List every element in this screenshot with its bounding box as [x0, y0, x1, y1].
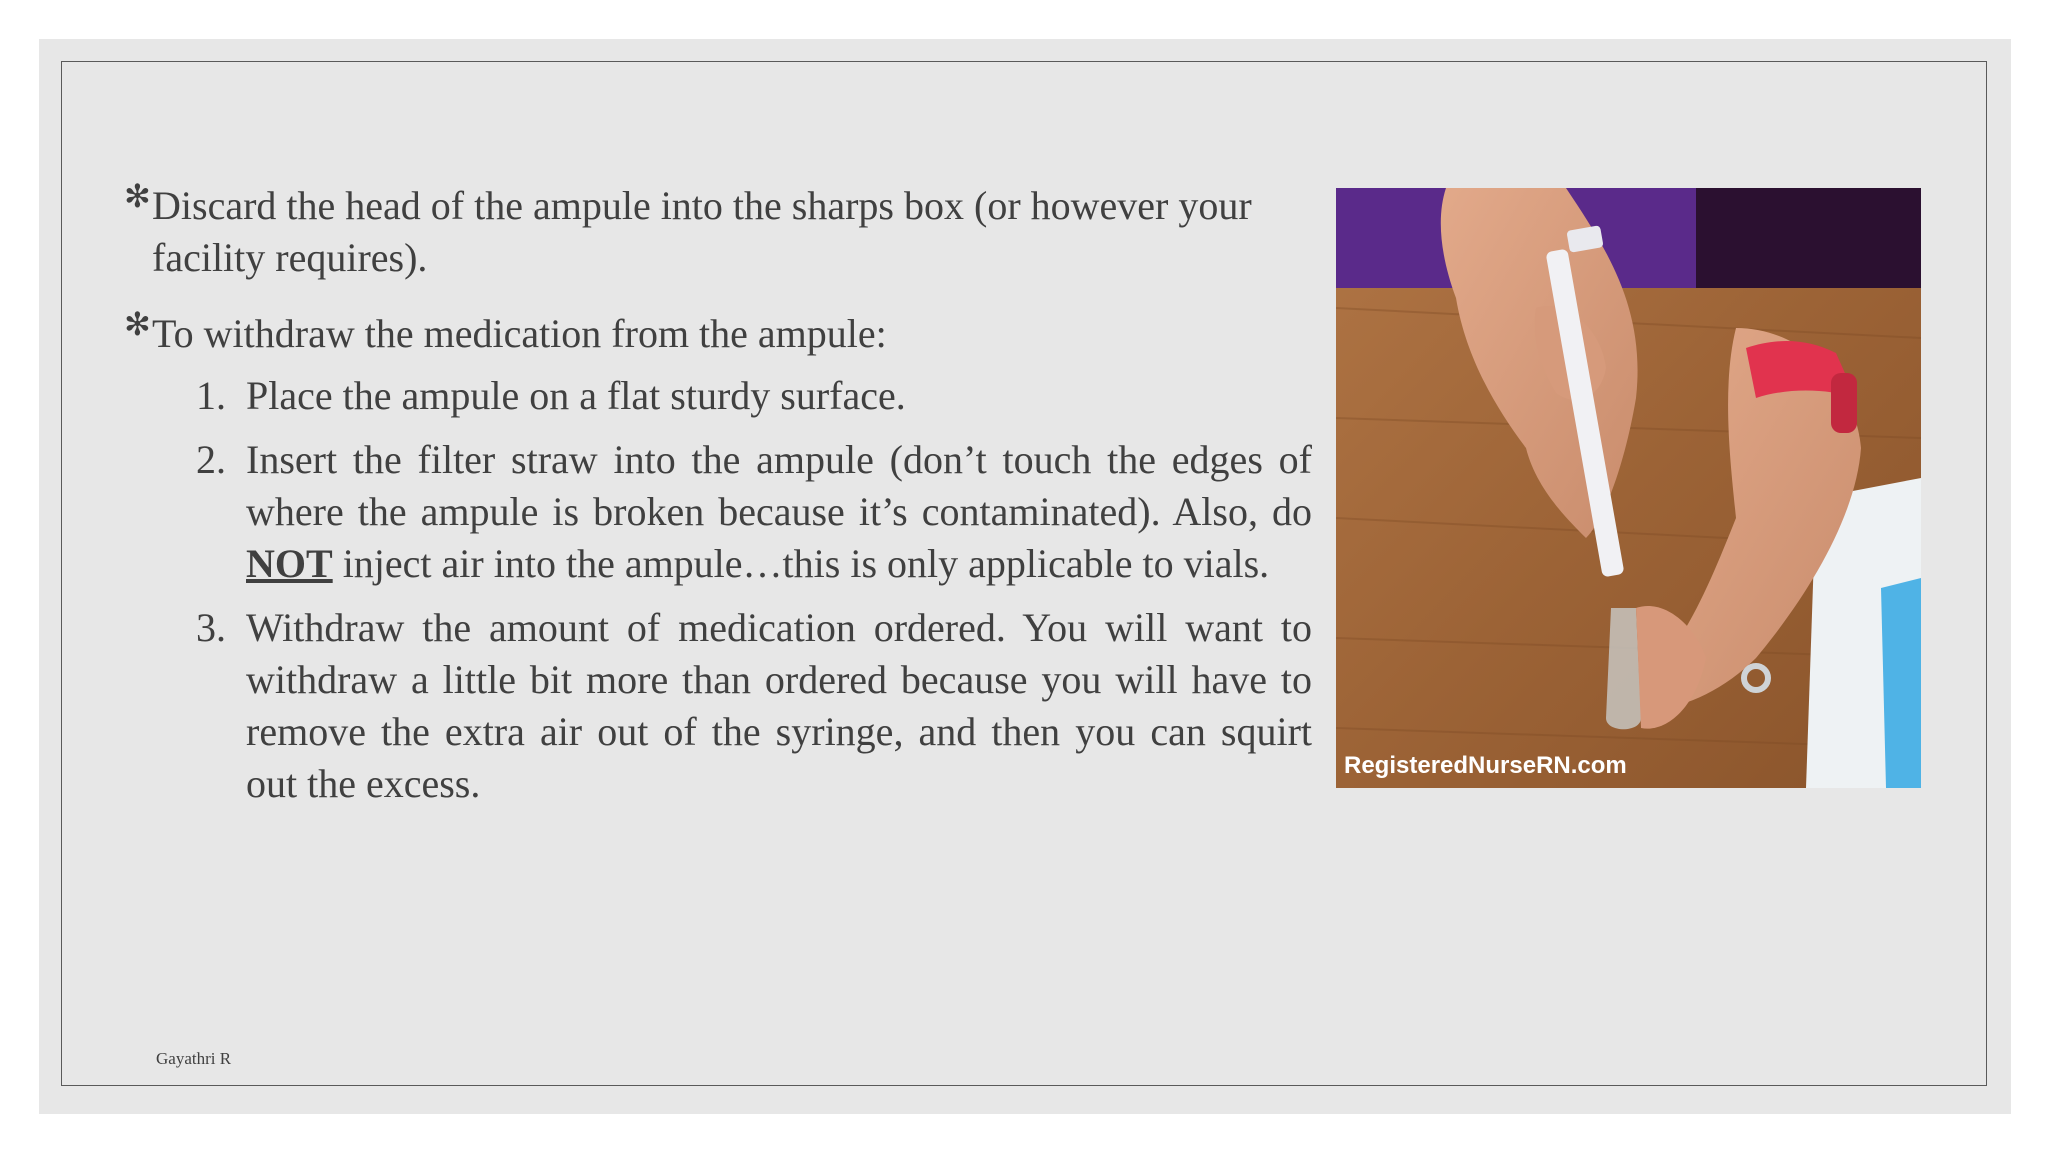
bullet-text: Discard the head of the ampule into the sharps box (or however your facility requires).: [152, 183, 1252, 280]
bullet-text: To withdraw the medication from the ampule:: [152, 311, 887, 356]
step-item-1: [112, 370, 1312, 422]
slide-content: [112, 180, 1312, 822]
step-number: 3.: [196, 605, 226, 650]
step-item-3: [112, 602, 1312, 810]
step-number: 1.: [196, 373, 226, 418]
steps-list: [112, 370, 1312, 810]
ampule-photo-illustration: [1336, 188, 1921, 788]
footer-author: Gayathri R: [156, 1049, 232, 1068]
photo-watermark: RegisteredNurseRN.com: [1344, 752, 1627, 779]
ampule-photo: [1336, 188, 1921, 788]
bullet-discard: [112, 180, 1312, 284]
asterisk-bullet-icon: ✻: [124, 306, 151, 342]
asterisk-bullet-icon: ✻: [124, 178, 151, 214]
step-number: 2.: [196, 437, 226, 482]
step-emphasis: NOT: [246, 541, 333, 586]
step-text-after: inject air into the ampule…this is only applicable to vials.: [332, 541, 1270, 586]
bullet-withdraw: [112, 308, 1312, 360]
step-text: Place the ampule on a flat sturdy surface.: [246, 373, 906, 418]
step-text-before: Insert the filter straw into the ampule (don’t touch the edges of where the ampule is broken because it’s contaminated). Also, do: [246, 437, 1312, 534]
step-item-2: [112, 434, 1312, 590]
step-text: Withdraw the amount of medication ordered. You will want to withdraw a little bit more than ordered because you will have to remove the extra air out of the syringe, and then you can squirt out the excess.: [246, 605, 1312, 806]
